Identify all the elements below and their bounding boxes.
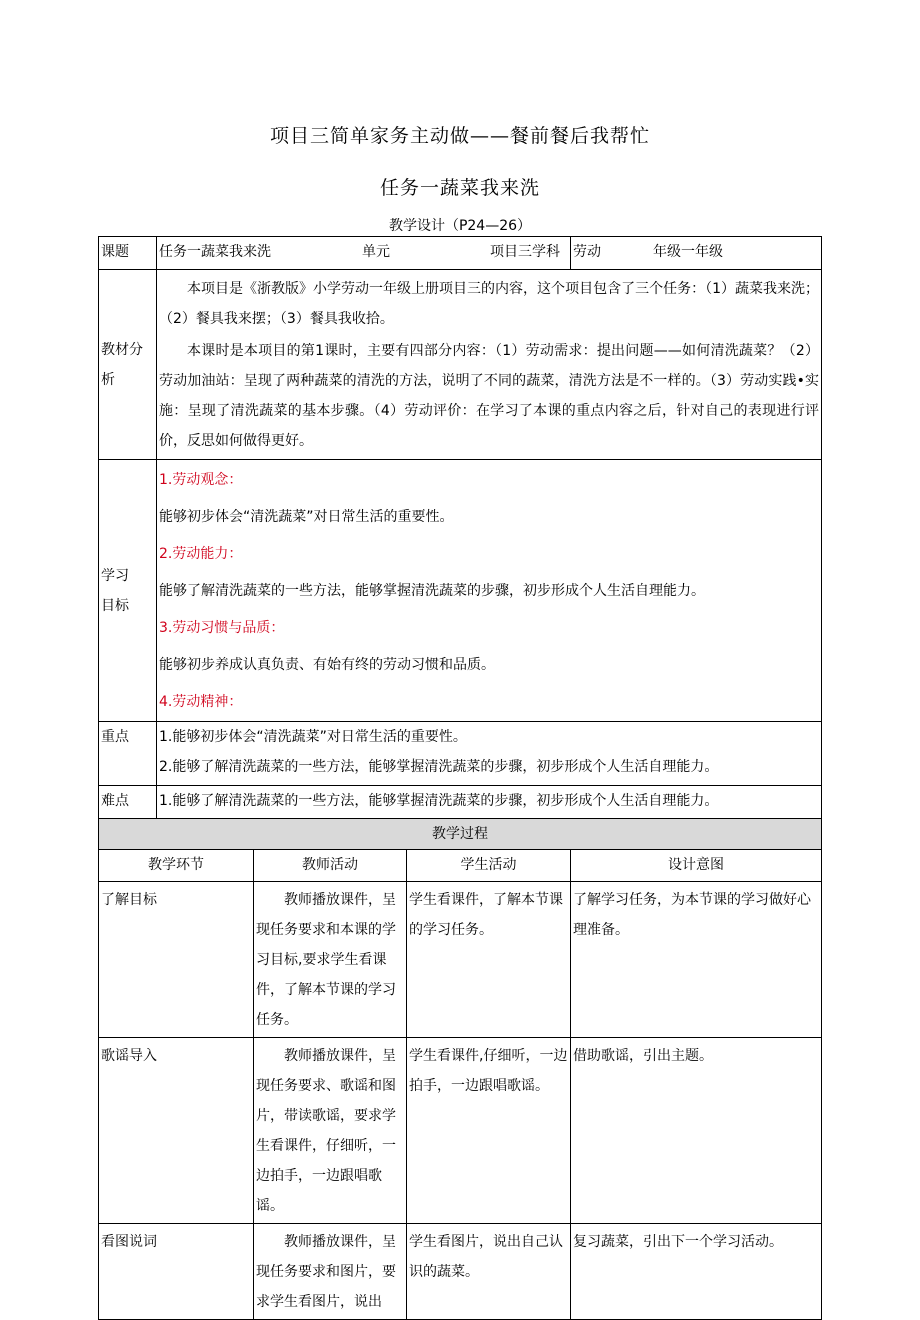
goal3-heading: 3.劳动习惯与品质： xyxy=(159,620,285,636)
goals-label xyxy=(99,460,157,722)
analysis-label xyxy=(99,270,157,460)
difficulties-label: 难点 xyxy=(99,786,157,819)
process-header-row xyxy=(99,850,822,882)
difficulty-1: 1.能够了解清洗蔬菜的一些方法，能够掌握清洗蔬菜的步骤，初步形成个人生活自理能力。 xyxy=(159,793,719,809)
subject-grade-cell xyxy=(571,237,822,270)
col-header-student: 学生活动 xyxy=(407,850,571,882)
key-points-label: 重点 xyxy=(99,722,157,786)
intent-cell: 复习蔬菜，引出下一个学习活动。 xyxy=(571,1224,822,1320)
col-header-intent: 设计意图 xyxy=(571,850,822,882)
process-title-row xyxy=(99,819,822,850)
project-title: 项目三简单家务主动做——餐前餐后我帮忙 xyxy=(269,125,650,147)
key-points-content xyxy=(157,722,822,786)
difficulties-row xyxy=(99,786,822,819)
process-row xyxy=(99,882,822,1038)
key-points-row xyxy=(99,722,822,786)
analysis-content xyxy=(157,270,822,460)
goal2-heading: 2.劳动能力： xyxy=(159,546,243,562)
goals-label-line1: 学习 xyxy=(101,567,129,584)
col-header-teacher: 教师活动 xyxy=(254,850,407,882)
teacher-cell: 教师播放课件，呈现任务要求、歌谣和图片，带读歌谣，要求学生看课件，仔细听，一边拍手，一边跟唱歌谣。 xyxy=(254,1038,407,1224)
analysis-para1: 本项目是《浙教版》小学劳动一年级上册项目三的内容，这个项目包含了三个任务：（1）蔬菜我来洗；（2）餐具我来摆；（3）餐具我收拾。 xyxy=(159,281,820,327)
topic-info-cell xyxy=(157,237,571,270)
process-row xyxy=(99,1224,822,1320)
lesson-plan-table xyxy=(98,236,822,1320)
unit-value: 项目三学科 xyxy=(490,244,560,260)
stage-cell: 看图说词 xyxy=(99,1224,254,1320)
goal1-heading: 1.劳动观念： xyxy=(159,472,243,488)
goal2-text: 能够了解清洗蔬菜的一些方法，能够掌握清洗蔬菜的步骤，初步形成个人生活自理能力。 xyxy=(159,583,705,599)
stage-cell: 了解目标 xyxy=(99,882,254,1038)
goal3-text: 能够初步养成认真负责、有始有终的劳动习惯和品质。 xyxy=(159,657,495,673)
analysis-label-line2: 析 xyxy=(101,371,115,388)
grade-value: 年级一年级 xyxy=(653,244,724,260)
student-cell: 学生看图片，说出自己认识的蔬菜。 xyxy=(407,1224,571,1320)
difficulties-content xyxy=(157,786,822,819)
design-label: 教学设计（P24—26） xyxy=(388,218,532,234)
task-title: 任务一蔬菜我来洗 xyxy=(379,177,540,199)
student-cell: 学生看课件,仔细听，一边拍手，一边跟唱歌谣。 xyxy=(407,1038,571,1224)
analysis-label-line1: 教材分 xyxy=(101,341,143,358)
topic-value: 任务一蔬菜我来洗 xyxy=(159,244,271,260)
teacher-cell: 教师播放课件，呈现任务要求和本课的学习目标,要求学生看课件，了解本节课的学习任务。 xyxy=(254,882,407,1038)
teacher-cell: 教师播放课件，呈现任务要求和图片，要求学生看图片，说出 xyxy=(254,1224,407,1320)
info-row xyxy=(99,237,822,270)
analysis-para2: 本课时是本项目的第1课时，主要有四部分内容：（1）劳动需求：提出问题——如何清洗蔬菜？（2）劳动加油站：呈现了两种蔬菜的清洗的方法，说明了不同的蔬菜，清洗方法是不一样的。（3）劳动实践•实施：呈现了清洗蔬菜的基本步骤。（4）劳动评价：在学习了本课的重点内容之后，针对自己的表现进行评价，反思如何做得更好。 xyxy=(159,343,820,449)
unit-label: 单元 xyxy=(362,244,390,260)
key-point-2: 2.能够了解清洗蔬菜的一些方法，能够掌握清洗蔬菜的步骤，初步形成个人生活自理能力。 xyxy=(159,759,719,775)
stage-cell: 歌谣导入 xyxy=(99,1038,254,1224)
process-row xyxy=(99,1038,822,1224)
student-cell: 学生看课件，了解本节课的学习任务。 xyxy=(407,882,571,1038)
goals-row xyxy=(99,460,822,722)
goal4-heading: 4.劳动精神： xyxy=(159,694,243,710)
process-title: 教学过程 xyxy=(99,819,822,850)
goals-label-line2: 目标 xyxy=(101,597,129,614)
subject-value: 劳动 xyxy=(573,244,602,260)
col-header-stage: 教学环节 xyxy=(99,850,254,882)
intent-cell: 了解学习任务，为本节课的学习做好心理准备。 xyxy=(571,882,822,1038)
key-point-1: 1.能够初步体会“清洗蔬菜”对日常生活的重要性。 xyxy=(159,729,467,745)
intent-cell: 借助歌谣，引出主题。 xyxy=(571,1038,822,1224)
topic-label: 课题 xyxy=(99,237,157,270)
goal1-text: 能够初步体会“清洗蔬菜”对日常生活的重要性。 xyxy=(159,509,454,525)
analysis-row xyxy=(99,270,822,460)
goals-content xyxy=(157,460,822,722)
